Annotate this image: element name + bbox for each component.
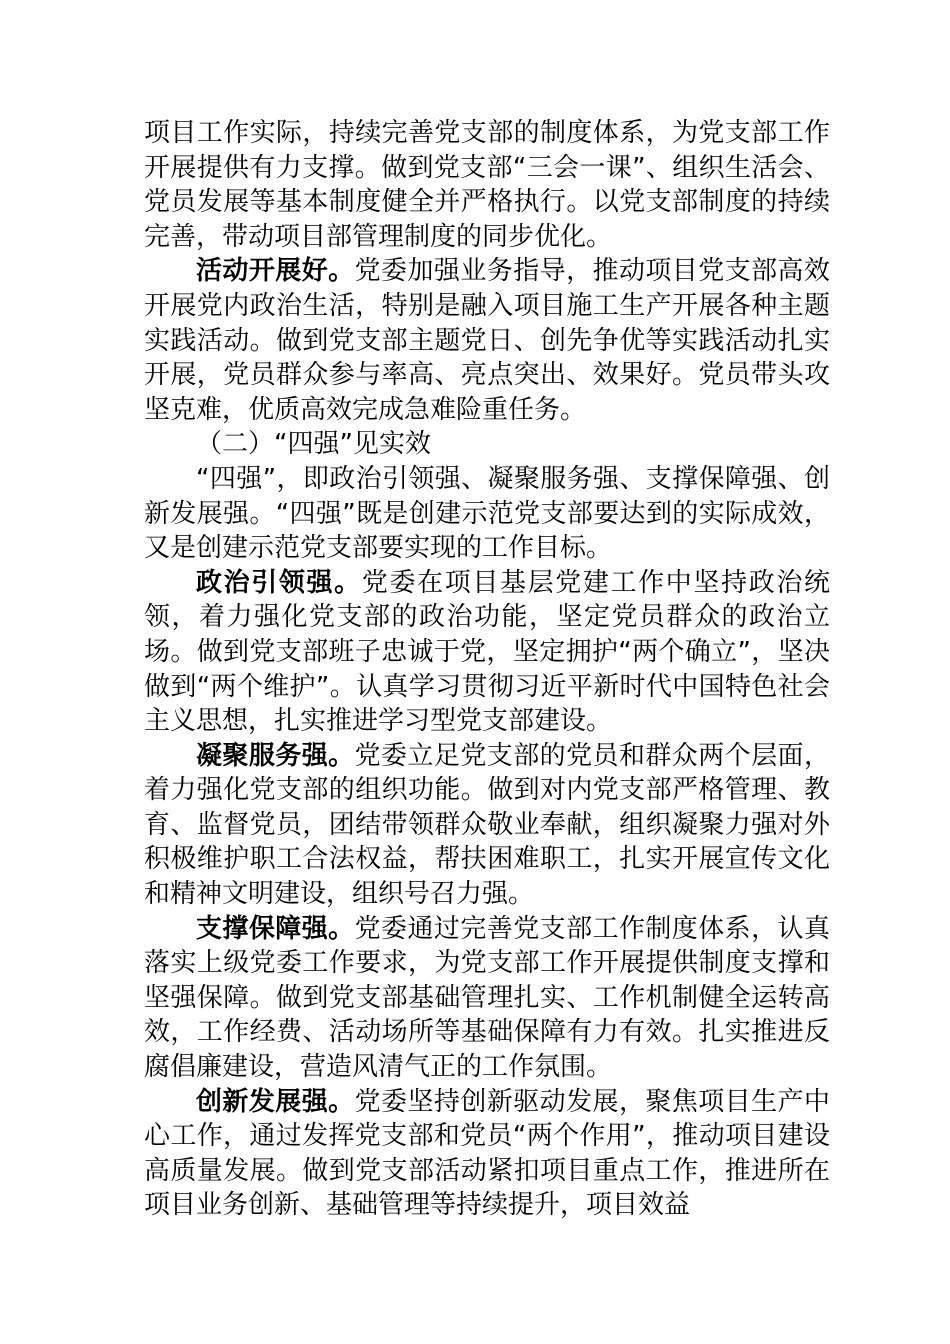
document-page [144, 116, 830, 1223]
paragraph-lead: 创新发展强。 [196, 1086, 355, 1117]
paragraph-innovation [144, 1085, 830, 1223]
paragraph-continuation [144, 116, 830, 254]
paragraph-activity [144, 254, 830, 427]
section-heading: （二）“四强”见实效 [196, 429, 431, 460]
paragraph-lead: 政治引领强。 [196, 567, 362, 598]
paragraph-lead: 凝聚服务强。 [196, 740, 355, 771]
paragraph-text: “四强”，即政治引领强、凝聚服务强、支撑保障强、创新发展强。“四强”既是创建示范党支部要达到的实际成效，又是创建示范党支部要实现的工作目标。 [144, 463, 830, 564]
paragraph-lead: 支撑保障强。 [196, 913, 355, 944]
paragraph-text: 党委加强业务指导，推动项目党支部高效开展党内政治生活，特别是融入项目施工生产开展各种主题实践活动。做到党支部主题党日、创先争优等实践活动扎实开展，党员群众参与率高、亮点突出、效果好。党员带头攻坚克难，优质高效完成急难险重任务。 [144, 256, 830, 425]
paragraph-cohesion [144, 739, 830, 912]
paragraph-text: 党委在项目基层党建工作中坚持政治统领，着力强化党支部的政治功能，坚定党员群众的政治立场。做到党支部班子忠诚于党，坚定拥护“两个确立”，坚决做到“两个维护”。认真学习贯彻习近平新时代中国特色社会主义思想，扎实推进学习型党支部建设。 [144, 567, 830, 737]
paragraph-text: 项目工作实际，持续完善党支部的制度体系，为党支部工作开展提供有力支撑。做到党支部“三会一课”、组织生活会、党员发展等基本制度健全并严格执行。以党支部制度的持续完善，带动项目部管理制度的同步优化。 [144, 118, 830, 252]
paragraph-text: 党委立足党支部的党员和群众两个层面，着力强化党支部的组织功能。做到对内党支部严格管理、教育、监督党员，团结带领群众敬业奉献，组织凝聚力强对外积极维护职工合法权益，帮扶困难职工，扎实开展宣传文化和精神文明建设，组织号召力强。 [144, 740, 830, 910]
paragraph-text: 党委坚持创新驱动发展，聚焦项目生产中心工作，通过发挥党支部和党员“两个作用”，推动项目建设高质量发展。做到党支部活动紧扣项目重点工作，推进所在项目业务创新、基础管理等持续提升，项目效益 [144, 1086, 830, 1221]
paragraph-four-strong-intro [144, 462, 830, 566]
paragraph-text: 党委通过完善党支部工作制度体系，认真落实上级党委工作要求，为党支部工作开展提供制度支撑和坚强保障。做到党支部基础管理扎实、工作机制健全运转高效，工作经费、活动场所等基础保障有力有效。扎实推进反腐倡廉建设，营造风清气正的工作氛围。 [144, 913, 830, 1083]
paragraph-lead: 活动开展好。 [196, 256, 355, 287]
paragraph-political [144, 566, 830, 739]
paragraph-support [144, 912, 830, 1085]
